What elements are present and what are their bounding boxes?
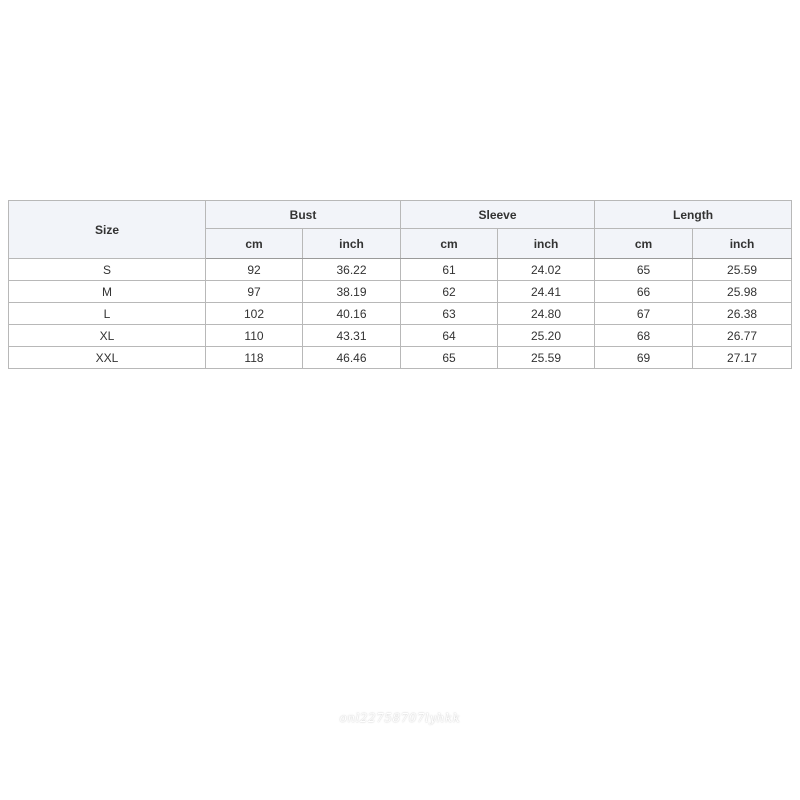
size-cell: XXL [9, 347, 206, 369]
size-cell: XL [9, 325, 206, 347]
sleeve-cm-cell: 61 [401, 259, 498, 281]
table-row [9, 281, 792, 303]
length-cm-cell: 68 [595, 325, 693, 347]
length-cm-header: cm [595, 229, 693, 259]
bust-cm-cell: 92 [206, 259, 303, 281]
bust-inch-cell: 38.19 [303, 281, 401, 303]
sleeve-inch-header: inch [498, 229, 595, 259]
watermark: onl22758707lyhkk [339, 711, 461, 725]
sleeve-cm-cell: 63 [401, 303, 498, 325]
bust-cm-header: cm [206, 229, 303, 259]
bust-inch-cell: 46.46 [303, 347, 401, 369]
bust-cm-cell: 102 [206, 303, 303, 325]
bust-inch-cell: 36.22 [303, 259, 401, 281]
size-cell: L [9, 303, 206, 325]
header-group-row [9, 201, 792, 229]
length-cm-cell: 67 [595, 303, 693, 325]
length-inch-cell: 25.98 [693, 281, 792, 303]
bust-cm-cell: 110 [206, 325, 303, 347]
size-cell: M [9, 281, 206, 303]
bust-inch-header: inch [303, 229, 401, 259]
length-inch-cell: 27.17 [693, 347, 792, 369]
bust-cm-cell: 118 [206, 347, 303, 369]
length-cm-cell: 66 [595, 281, 693, 303]
sleeve-inch-cell: 24.41 [498, 281, 595, 303]
bust-inch-cell: 43.31 [303, 325, 401, 347]
sleeve-group-header: Sleeve [401, 201, 595, 229]
sleeve-inch-cell: 25.20 [498, 325, 595, 347]
length-inch-header: inch [693, 229, 792, 259]
size-chart-table [8, 200, 792, 369]
sleeve-cm-cell: 65 [401, 347, 498, 369]
sleeve-inch-cell: 25.59 [498, 347, 595, 369]
length-cm-cell: 69 [595, 347, 693, 369]
table-row [9, 259, 792, 281]
sleeve-cm-cell: 64 [401, 325, 498, 347]
table-row [9, 347, 792, 369]
table-row [9, 325, 792, 347]
bust-group-header: Bust [206, 201, 401, 229]
table-row [9, 303, 792, 325]
length-inch-cell: 26.77 [693, 325, 792, 347]
sleeve-inch-cell: 24.02 [498, 259, 595, 281]
bust-cm-cell: 97 [206, 281, 303, 303]
bust-inch-cell: 40.16 [303, 303, 401, 325]
length-cm-cell: 65 [595, 259, 693, 281]
sleeve-cm-header: cm [401, 229, 498, 259]
length-inch-cell: 26.38 [693, 303, 792, 325]
size-cell: S [9, 259, 206, 281]
length-inch-cell: 25.59 [693, 259, 792, 281]
size-column-header: Size [9, 201, 206, 259]
length-group-header: Length [595, 201, 792, 229]
sleeve-inch-cell: 24.80 [498, 303, 595, 325]
sleeve-cm-cell: 62 [401, 281, 498, 303]
